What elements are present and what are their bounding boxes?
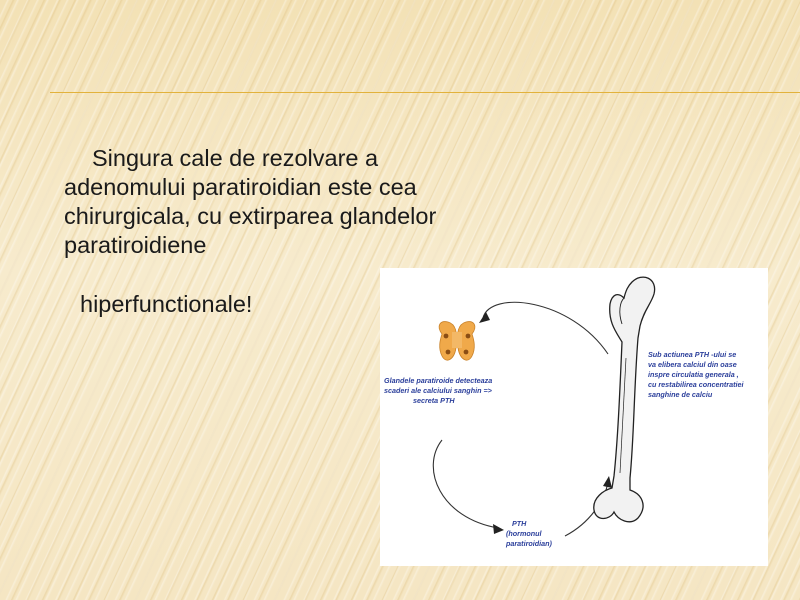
paragraph-continuation: hiperfunctionale! (80, 291, 253, 317)
body-paragraph (64, 144, 584, 260)
femur-bone-icon (594, 277, 655, 522)
title-divider (50, 92, 800, 93)
parathyroid-gland-icon (439, 322, 475, 361)
arrow-head-left (493, 524, 504, 534)
gland-caption: Glandele paratiroide detecteaza scaderi ale calciului sanghin => secreta PTH (384, 376, 493, 405)
cycle-arc-left (433, 440, 498, 528)
pth-cycle-figure (380, 268, 768, 566)
paragraph-line: chirurgicala, cu extirparea glandelor (64, 203, 437, 229)
arrow-head-bottom (603, 476, 612, 488)
bone-caption: Sub actiunea PTH -ului se va elibera calciul din oase inspre circulatia generala , cu restabilirea concentratiei sanghine de calciu (648, 350, 744, 399)
paragraph-line: adenomului paratiroidian este cea (64, 174, 417, 200)
cycle-arc-top (483, 302, 608, 354)
paragraph-line: Singura cale de rezolvare a (92, 145, 379, 171)
paragraph-line: paratiroidiene (64, 232, 207, 258)
hormone-caption: PTH (hormonul paratiroidian) (506, 519, 552, 548)
